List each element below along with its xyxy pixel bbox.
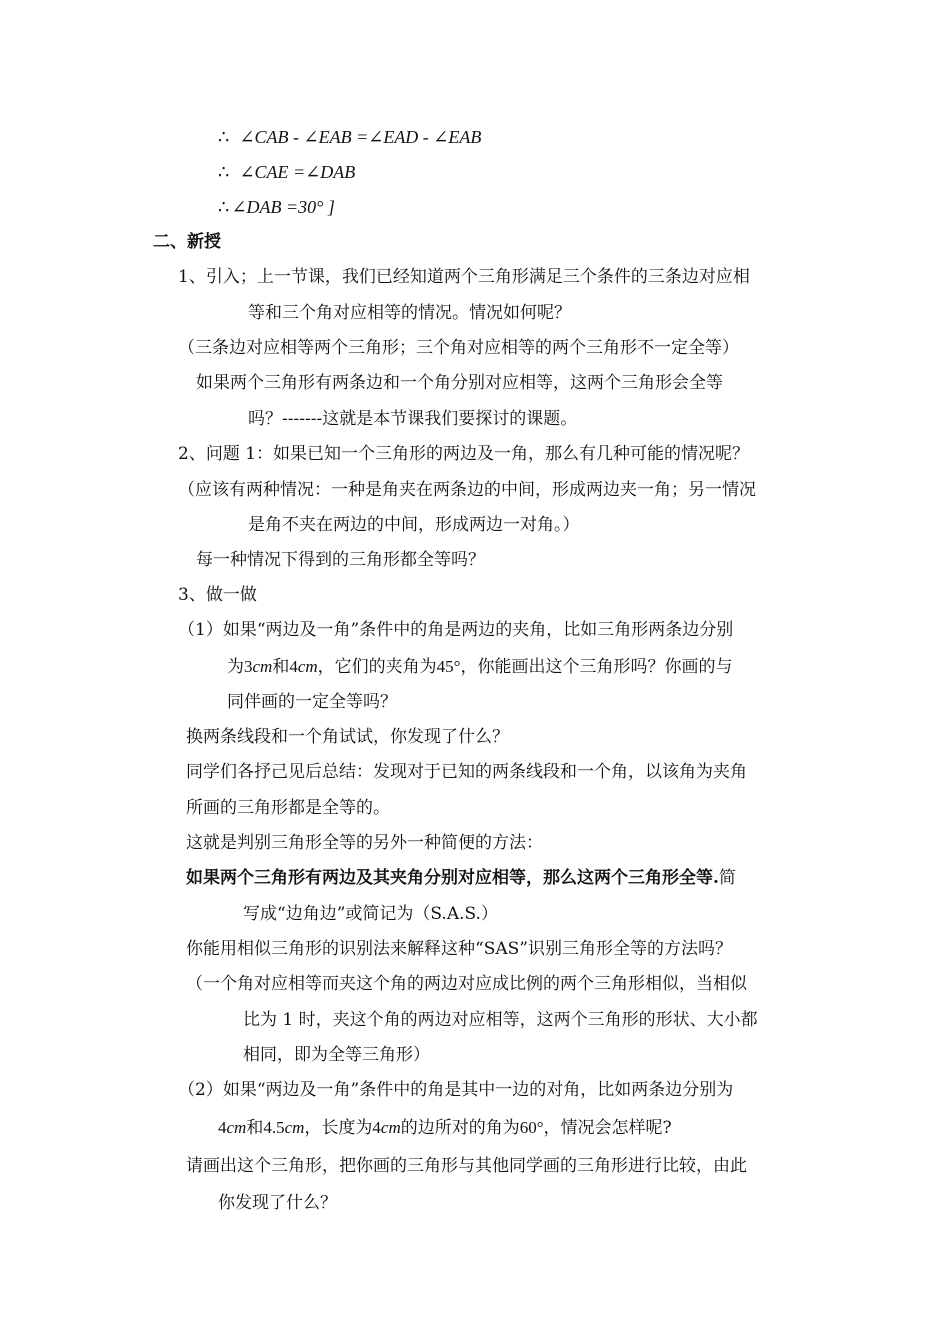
question1-line-4: 每一种情况下得到的三角形都全等吗？ [196, 550, 485, 570]
activity-line-12: 比为 1 时，夹这个角的两边对应相等，这两个三角形的形状、大小都 [243, 1010, 758, 1030]
activity-title: 3、做一做 [178, 585, 257, 605]
intro-line-1: 1、引入；上一节课，我们已经知道两个三角形满足三个条件的三条边对应相 [178, 267, 750, 287]
activity-line-5: 同学们各抒己见后总结：发现对于已知的两条线段和一个角，以该角为夹角 [186, 762, 747, 782]
activity-line-10: 你能用相似三角形的识别法来解释这种“SAS”识别三角形全等的方法吗？ [186, 939, 732, 959]
therefore-symbol: ∴ [218, 127, 230, 148]
activity-p1-line-3: 同伴画的一定全等吗？ [227, 692, 397, 712]
text-segment: ，情况会怎样呢? [543, 1118, 672, 1138]
text-segment: ，你能画出这个三角形吗？你画的与 [460, 657, 733, 677]
length-unit: cm [226, 1118, 247, 1137]
proof-equation-3: ∠DAB =30° ] [231, 197, 335, 217]
text-segment: 为 [227, 657, 244, 677]
length-unit: cm [297, 657, 318, 676]
length-value: 3 [244, 657, 253, 676]
activity-p2-line-2 [218, 1117, 672, 1139]
text-segment: 和 [246, 1118, 264, 1138]
activity-line-4: 换两条线段和一个角试试，你发现了什么？ [186, 727, 509, 747]
activity-p1-line-1: （1）如果“两边及一角”条件中的角是两边的夹角，比如三角形两条边分别 [178, 620, 734, 640]
proof-line-3 [218, 196, 335, 219]
sas-rule-line-2: 写成“边角边”或简记为（S.A.S.） [243, 904, 498, 924]
intro-line-4: 如果两个三角形有两条边和一个角分别对应相等，这两个三角形会全等 [196, 373, 723, 393]
proof-line-1 [218, 126, 481, 149]
intro-line-2: 等和三个角对应相等的情况。情况如何呢？ [248, 303, 571, 323]
text-segment: 的边所对的角为 [400, 1118, 520, 1138]
intro-line-5: 吗？-------这就是本节课我们要探讨的课题。 [248, 409, 578, 429]
activity-line-11: （一个角对应相等而夹这个角的两边对应成比例的两个三角形相似，当相似 [186, 974, 747, 994]
activity-p1-line-2 [227, 656, 732, 678]
question1-line-3: 是角不夹在两边的中间，形成两边一对角。） [248, 515, 580, 535]
section-title: 二、新授 [153, 232, 221, 252]
text-segment: 和 [272, 657, 290, 677]
length-unit: cm [284, 1118, 305, 1137]
length-unit: cm [252, 657, 273, 676]
activity-line-16: 请画出这个三角形，把你画的三角形与其他同学画的三角形进行比较，由此 [186, 1156, 747, 1176]
question1-line-2: （应该有两种情况：一种是角夹在两条边的中间，形成两边夹一角；另一情况 [178, 480, 756, 500]
activity-p2-line-1: （2）如果“两边及一角”条件中的角是其中一边的对角，比如两条边分别为 [178, 1080, 734, 1100]
activity-line-13: 相同，即为全等三角形） [243, 1045, 430, 1065]
angle-value: 45° [436, 657, 461, 676]
angle-value: 60° [519, 1118, 544, 1137]
activity-line-6: 所画的三角形都是全等的。 [186, 798, 390, 818]
therefore-symbol: ∴ [218, 197, 230, 218]
proof-line-2 [218, 161, 355, 184]
proof-equation-2: ∠CAE =∠DAB [239, 162, 356, 182]
length-value: 4 [289, 657, 298, 676]
length-value: 4.5 [263, 1118, 285, 1137]
question1-line-1: 2、问题 1：如果已知一个三角形的两边及一角，那么有几种可能的情况呢？ [178, 444, 750, 464]
length-value: 4 [372, 1118, 381, 1137]
text-segment: ，长度为 [304, 1118, 373, 1138]
proof-equation-1: ∠CAB - ∠EAB =∠EAD - ∠EAB [239, 127, 482, 147]
activity-line-7: 这就是判别三角形全等的另外一种简便的方法： [186, 833, 543, 853]
therefore-symbol: ∴ [218, 162, 230, 183]
sas-rule-tail: 简 [718, 868, 736, 888]
length-value: 4 [218, 1118, 227, 1137]
sas-rule [186, 867, 736, 889]
intro-line-3: （三条边对应相等两个三角形；三个角对应相等的两个三角形不一定全等） [178, 338, 739, 358]
length-unit: cm [380, 1118, 401, 1137]
text-segment: ，它们的夹角为 [317, 657, 437, 677]
sas-rule-bold: 如果两个三角形有两边及其夹角分别对应相等，那么这两个三角形全等. [186, 868, 719, 888]
activity-line-17: 你发现了什么？ [218, 1193, 337, 1213]
